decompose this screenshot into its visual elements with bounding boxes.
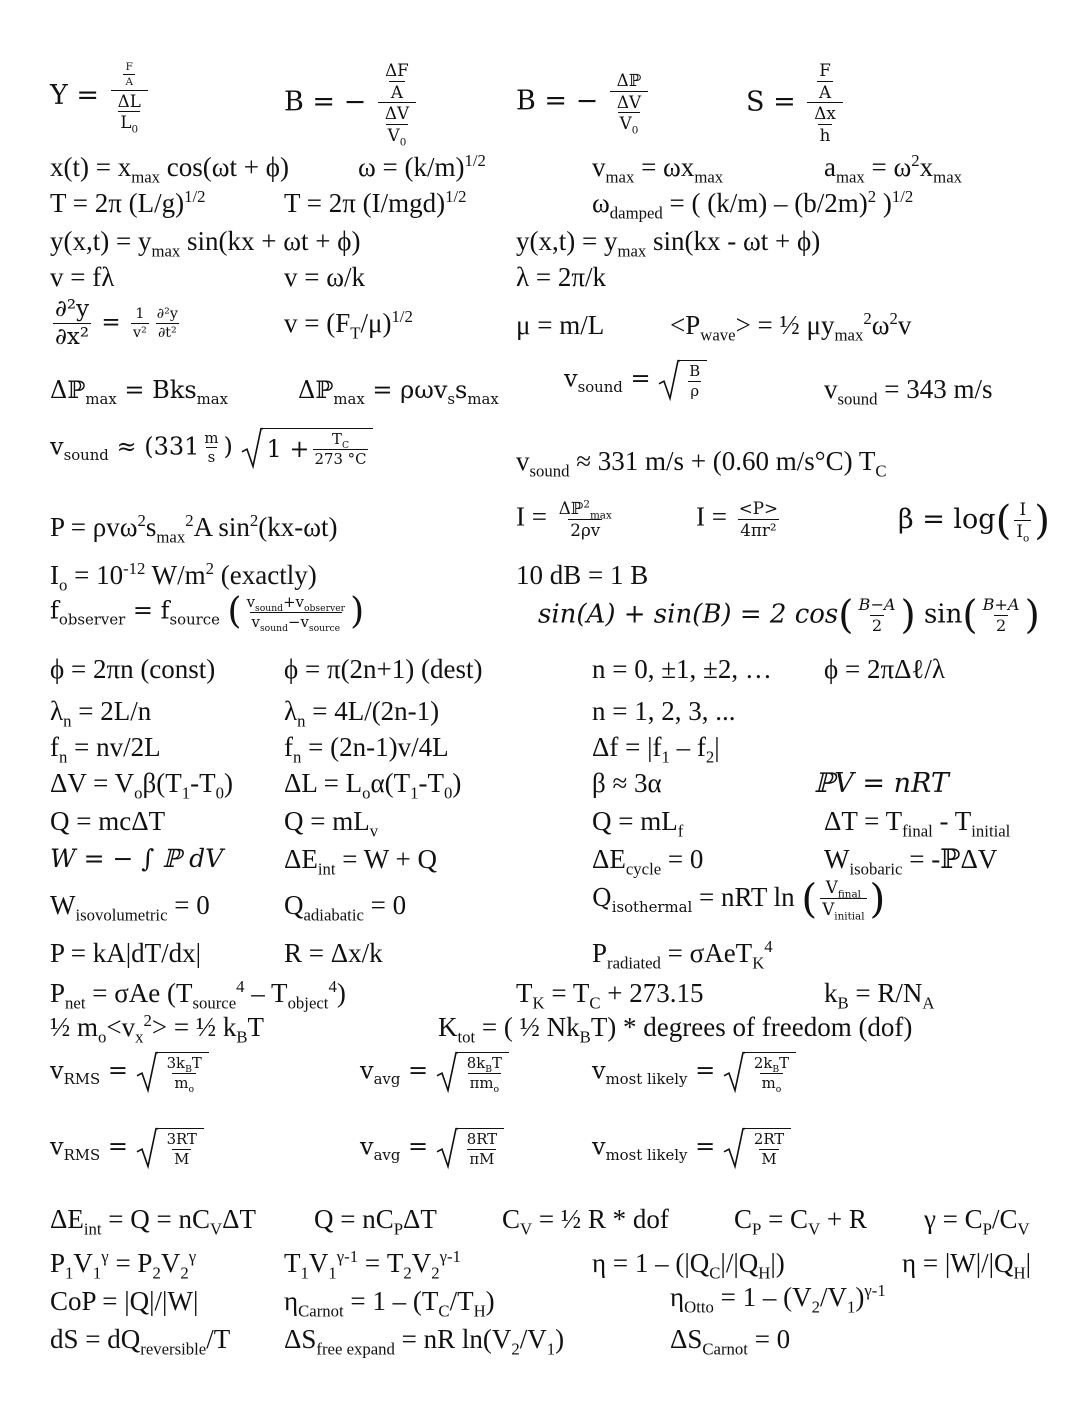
total-kinetic-energy: $K_{tot}$ = ( ½ $Nk_BT$) * degrees of freedom (dof) — [438, 1012, 913, 1047]
phase-constructive: ϕ = 2πn (const) — [50, 654, 216, 684]
cycle-energy: $\Delta E_{cycle} = 0$ — [592, 844, 704, 879]
pressure-amplitude-density: Δℙ$_{max}$ = $\rho\omega v_ss_{max}$ — [298, 376, 499, 408]
frequency-open: $f_n = nv/2L$ — [50, 732, 161, 767]
efficiency-heat: $\eta = 1 - (|Q_C|/|Q_H|)$ — [592, 1248, 785, 1283]
specific-heat: Q = mcΔT — [50, 806, 166, 836]
radiated-power: $P_{radiated} = \sigma AeT_K^4$ — [592, 937, 773, 973]
beat-frequency: $\Delta f = |f_1 - f_2|$ — [592, 732, 720, 767]
intensity-power: I = $\frac{<P>}{\text{4πr²}}$ — [696, 498, 779, 540]
kelvin-celsius: $T_K = T_C + 273.15$ — [516, 978, 704, 1013]
intensity-pressure: I = $\frac{\Delta ℙ^2_{max}}{2\rho v}$ — [516, 498, 612, 540]
net-radiated-power: $P_{net} = \sigma Ae$ $(T_{source}^4 - T_{object}^4)$ — [50, 977, 346, 1013]
average-speed-r: $v_{avg}$ = $\frac{8RT}{\pi M}$ — [360, 1128, 504, 1168]
sound-speed-temperature: $v_{sound} \approx (331$ $\frac{m}{s}$ ) 1 + $\frac{T_C}{273 ^\circ C}$ — [50, 428, 373, 468]
latent-heat-vaporization: $Q = mL_v$ — [284, 806, 379, 841]
angular-frequency: $\omega = (k/m)^{1/2}$ — [358, 151, 486, 182]
wavelength-open: $\lambda_n = 2L/n$ — [50, 696, 152, 731]
pendulum-period: T = 2π $(L/g)^{1/2}$ — [50, 187, 206, 218]
sound-power: $P = \rho v\omega^2s_{max}^2A$ $\sin^2(kx-\omega t)$ — [50, 511, 338, 547]
wave-power: $<P_{wave}>$ = ½ $\mu y_{max}^2\omega^2v$ — [670, 309, 912, 345]
rms-speed-kb: $v_{RMS}$ = $\frac{3k_BT}{m_o}$ — [50, 1052, 209, 1092]
doppler-effect: $f_{observer} = f_{source}$ ( $\frac{v_{sound}+v_{observer}}{v_{sound}-v_{source}}$ ) — [50, 591, 365, 634]
max-velocity: $v_{max} = \omega x_{max}$ — [592, 152, 724, 187]
max-acceleration: $a_{max} = \omega^2x_{max}$ — [824, 151, 962, 187]
most-likely-speed-kb: $v_{most likely}$ = $\frac{2k_BT}{m_o}$ — [592, 1052, 796, 1092]
youngs-modulus: Y = $\frac{\frac{F}{A}}{\frac{\Delta L}{L_0}}$ — [50, 62, 151, 131]
linear-expansion: $\Delta L = L_o\alpha(T_1-T_0)$ — [284, 768, 462, 803]
wave-right: $y(x,t) = y_{max}$ sin(kx - ωt + ϕ) — [516, 226, 821, 261]
sound-speed-value: $v_{sound} = 343$ m/s — [824, 374, 993, 409]
isovolumetric-work: $W_{isovolumetric} = 0$ — [50, 890, 210, 925]
conduction-power: P = kA|dT/dx| — [50, 938, 202, 968]
most-likely-speed-r: $v_{most likely}$ = $\frac{2RT}{M}$ — [592, 1128, 791, 1168]
temperature-change: $\Delta T = T_{final} - T_{initial}$ — [824, 806, 1011, 841]
free-expansion-entropy: $\Delta S_{free expand}$ = nR $\ln(V_2/V_1)$ — [284, 1324, 565, 1359]
adiabatic-pv: $P_1V_1^\gamma = P_2V_2^\gamma$ — [50, 1247, 197, 1283]
work-integral: W = − ∫ ℙ dV — [50, 844, 224, 873]
wave-left: $y(x,t) = y_{max}$ sin(kx + ωt + ϕ) — [50, 226, 361, 261]
isothermal-heat: $Q_{isothermal}$ = nRT ln ( $\frac{V_{final}}{V_{initial}}$ ) — [592, 874, 886, 923]
string-wave-speed: $v = (F_T/\mu)^{1/2}$ — [284, 307, 413, 343]
wavelength-k: λ = 2π/k — [516, 262, 606, 292]
n-integers: n = 0, ±1, ±2, … — [592, 654, 772, 684]
gamma-ratio: $\gamma = C_P/C_V$ — [924, 1204, 1030, 1239]
equipartition: ½ $m_o<v_x^2>$ = ½ $k_BT$ — [50, 1011, 265, 1047]
sound-speed-linear: $v_{sound} \approx 331$ m/s + (0.60 m/s°C) $T_C$ — [516, 446, 887, 481]
ideal-gas-law: ℙV = nRT — [814, 768, 949, 799]
pressure-amplitude-bulk: Δℙ$_{max}$ = Bks$_{max}$ — [50, 376, 229, 408]
beta-alpha-relation: β ≈ 3α — [592, 768, 662, 798]
cv-dof: $C_V$ = ½ R * dof — [502, 1204, 669, 1239]
adiabatic-tv: $T_1V_1^{\gamma-1} = T_2V_2^{\gamma-1}$ — [284, 1247, 461, 1283]
phase-destructive: ϕ = π(2n+1) (dest) — [284, 654, 483, 684]
mayer-relation: $C_P = C_V + R$ — [734, 1204, 867, 1239]
adiabatic-heat: $Q_{adiabatic} = 0$ — [284, 890, 407, 925]
youngs-fraction: $\frac{\frac{F}{A}}{\frac{\Delta L}{L_0}}$ — [111, 62, 148, 131]
phase-path-difference: ϕ = 2πΔℓ/λ — [824, 654, 945, 684]
rms-speed-r: $v_{RMS}$ = $\frac{3RT}{M}$ — [50, 1128, 204, 1168]
damped-frequency: $\omega_{damped}$ = ( $(k/m) - (b/2m)^2$ )$^{1/2}$ — [592, 187, 914, 223]
isobaric-work: $W_{isobaric}$ = -ℙΔV — [824, 844, 998, 879]
wavelength-closed: $\lambda_n = 4L/(2n-1)$ — [284, 696, 440, 731]
reference-intensity: $I_o = 10^{-12}$ $W/m^2$ (exactly) — [50, 559, 317, 595]
shear-modulus: S = $\frac{\frac{F}{A}}{\frac{\Delta x}{h}}$ — [746, 62, 846, 144]
sum-of-sines: sin(A) + sin(B) = 2 cos( $\frac{B-A}{2}$ ) sin( $\frac{B+A}{2}$ ) — [538, 593, 1040, 638]
decibel-bel: 10 dB = 1 B — [516, 560, 649, 590]
efficiency-work: $\eta = |W|/|Q_H|$ — [902, 1248, 1032, 1283]
wave-speed-k: v = ω/k — [284, 262, 365, 292]
n-positive: n = 1, 2, 3, ... — [592, 696, 736, 726]
sound-speed-bulk: $v_{sound}$ = $\frac{B}{\rho}$ — [564, 360, 707, 400]
volume-expansion: $\Delta V = V_o\beta(T_1-T_0)$ — [50, 768, 233, 803]
otto-efficiency: $\eta_{Otto} = 1 - (V_2/V_1)^{\gamma-1}$ — [670, 1281, 886, 1317]
heat-cp: $Q = nC_P\Delta T$ — [314, 1204, 437, 1239]
frequency-closed: $f_n = (2n-1)v/4L$ — [284, 732, 449, 767]
internal-energy-cv: $\Delta E_{int} = Q = nC_V\Delta T$ — [50, 1204, 256, 1239]
average-speed-kb: $v_{avg}$ = $\frac{8k_BT}{\pi m_o}$ — [360, 1052, 509, 1092]
bulk-modulus-pressure: B = − $\frac{\text{Δℙ}}{\frac{\Delta V}{V_0}}$ — [516, 72, 651, 132]
sound-level: β = log( $\frac{I}{I_o}$ ) — [898, 496, 1051, 545]
thermal-resistance: R = Δx/k — [284, 938, 383, 968]
carnot-entropy: $\Delta S_{Carnot} = 0$ — [670, 1324, 791, 1359]
wave-speed-wavelength: v = fλ — [50, 262, 115, 292]
entropy-definition: dS = $dQ_{reversible}/T$ — [50, 1324, 231, 1359]
carnot-efficiency: $\eta_{Carnot} = 1 - (T_C/T_H)$ — [284, 1286, 495, 1321]
latent-heat-fusion: $Q = mL_f$ — [592, 806, 684, 841]
first-law: $\Delta E_{int} = W + Q$ — [284, 844, 437, 879]
linear-density: μ = m/L — [516, 310, 605, 340]
bulk-modulus-force: B = − $\frac{\frac{\Delta F}{A}}{\frac{\Delta V}{V_0}}$ — [284, 62, 419, 144]
wave-equation: $\frac{\text{∂²y}}{\text{∂x²}}$ = $\frac{1}{\text{v²}}$ $\frac{\text{∂²y}}{\text{∂t²}}$ — [55, 296, 178, 350]
coefficient-of-performance: CoP = |Q|/|W| — [50, 1286, 199, 1316]
boltzmann-constant: $k_B = R/N_A$ — [824, 978, 935, 1013]
shm-position: $x(t) = x_{max}$ cos(ωt + ϕ) — [50, 152, 289, 187]
physical-pendulum-period: T = 2π $(I/mgd)^{1/2}$ — [284, 187, 467, 218]
